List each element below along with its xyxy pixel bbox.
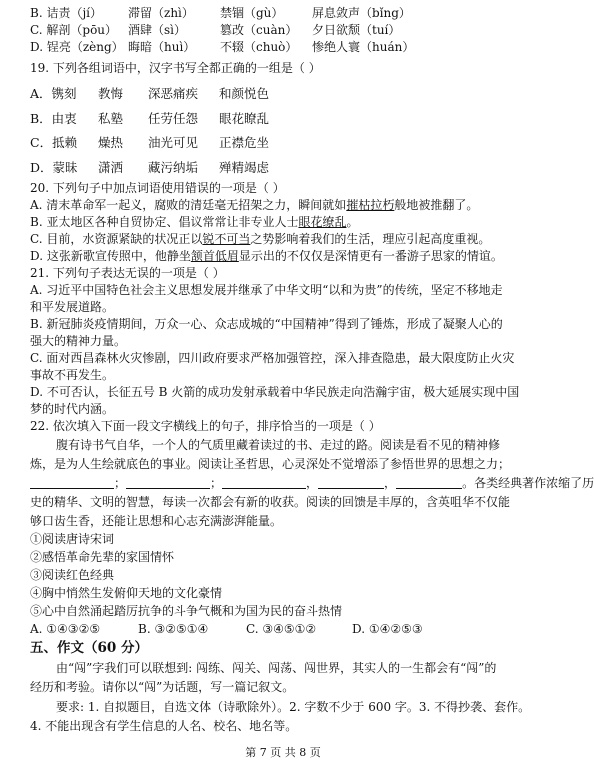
option-cell: C. ③④⑤①② <box>246 622 317 636</box>
option-cell: 油光可见 <box>148 135 199 150</box>
page-footer: 第 7 页 共 8 页 <box>245 746 321 759</box>
option-cell: 燥热 <box>98 135 124 150</box>
q21-option-b-line1: B. 新冠肺炎疫情期间，万众一心、众志成城的“中国精神”得到了锤炼，形成了凝聚人心的 <box>30 317 503 331</box>
fill-blank <box>30 476 114 489</box>
option-cell: B．由衷 <box>30 111 77 126</box>
option-cell: 滞留（zhì） <box>128 6 194 20</box>
option-text: 显示出的不仅仅是深情更有一番游子思家的情谊。 <box>238 249 503 263</box>
option-text: A. 清末革命军一起义，腐败的清廷毫无招架之力，瞬间就如 <box>30 198 347 212</box>
option-cell: 藏污纳垢 <box>148 160 199 175</box>
q20-option-b <box>30 215 358 230</box>
option-text: 般地被推翻了。 <box>394 198 479 212</box>
option-cell: B. 诘责（jí） <box>30 6 103 20</box>
q22-passage-line2: 炼，是为人生绘就底色的事业。阅读让圣哲思，心灵深处不觉增添了参悟世界的思想之力； <box>30 457 511 471</box>
q22-item-1: ①阅读唐诗宋词 <box>30 532 115 546</box>
option-text: 之势影响着我们的生活，理应引起高度重视。 <box>250 232 491 246</box>
option-text: D. 这张新歌宣传照中，他静坐 <box>30 249 191 263</box>
composition-requirement-4: 4. 不能出现含有学生信息的人名、校名、地名等。 <box>30 719 298 733</box>
q21-option-b-line2: 强大的精神力量。 <box>30 334 127 348</box>
q22-item-5: ⑤心中自然涌起踏厉抗争的斗争气概和为国为民的奋斗热情 <box>30 604 343 618</box>
q21-option-d-line1: D. 不可否认，长征五号 B 火箭的成功发射承载着中华民族走向浩瀚宇宙，极大延展实现中国 <box>30 385 520 399</box>
composition-requirements: 要求: 1. 自拟题目，自选文体（诗歌除外）。2. 字数不少于 600 字。3. 不得抄袭、套作。 <box>56 700 531 714</box>
option-cell: D. 锃亮（zèng） <box>30 40 124 54</box>
composition-prompt-line2: 经历和考验。请你以“闯”为话题，写一篇记叙文。 <box>30 680 295 694</box>
option-cell: C．抵赖 <box>30 135 78 150</box>
q21-option-a-line2: 和平发展道路。 <box>30 300 115 314</box>
question-19-stem: 19. 下列各组词语中，汉字书写全都正确的一组是（ ） <box>30 61 321 75</box>
option-cell: 任劳任怨 <box>148 111 199 126</box>
q20-option-a <box>30 198 478 213</box>
q22-passage-line1: 腹有诗书气自华，一个人的气质里藏着读过的书、走过的路。阅读是看不见的精神修 <box>56 438 501 452</box>
q22-item-4: ④胸中悄然生发俯仰天地的文化豪情 <box>30 586 223 600</box>
option-cell: 夕日欲颓（tuí） <box>312 23 401 37</box>
option-cell: 私塾 <box>98 111 124 126</box>
q22-passage-line4: 史的精华、文明的智慧，每读一次都会有新的收获。阅读的回馈是丰厚的，含英咀华不仅能 <box>30 495 511 509</box>
q21-option-a-line1: A. 习近平中国特色社会主义思想发展并继承了中华文明“以和为贵”的传统，坚定不移地走 <box>30 283 503 297</box>
option-cell: B. ③②⑤①④ <box>138 622 209 636</box>
option-cell: A．镌刻 <box>30 86 77 101</box>
fill-blank <box>126 476 210 489</box>
q20-option-c <box>30 232 490 247</box>
fill-blank <box>318 476 384 489</box>
option-text: C. 目前，水资源紧缺的状况正以 <box>30 232 203 246</box>
q22-passage-line5: 够口齿生香，还能让思想和心志充满澎湃能量。 <box>30 514 283 528</box>
q21-option-c-line2: 事故不再发生。 <box>30 368 115 382</box>
q20-option-d <box>30 249 503 264</box>
option-cell: 潇洒 <box>98 160 124 175</box>
option-cell: 酒肆（sì） <box>128 23 186 37</box>
fill-blank <box>222 476 306 489</box>
option-cell: D．蒙昧 <box>30 160 78 175</box>
question-22-stem: 22. 依次填入下面一段文字横线上的句子，排序恰当的一项是（ ） <box>30 419 381 433</box>
fill-blank <box>396 476 462 489</box>
q22-item-2: ②感悟革命先辈的家国情怀 <box>30 550 175 564</box>
option-cell: 惨绝人寰（huán） <box>312 40 415 54</box>
q21-option-d-line2: 梦的时代内涵。 <box>30 402 115 416</box>
option-text: B. 亚太地区各种自贸协定、倡议常常让非专业人士 <box>30 215 299 229</box>
dotted-phrase: 眼花缭乱 <box>298 215 347 229</box>
option-text: 。 <box>346 215 359 229</box>
option-cell: C. 解剖（pōu） <box>30 23 118 37</box>
option-cell: 禁锢（gù） <box>220 6 284 20</box>
q21-option-c-line1: C. 面对西昌森林火灾惨剧，四川政府要求严格加强管控，深入排查隐患，最大限度防止火灾 <box>30 351 515 365</box>
section-5-heading: 五、作文（60 分） <box>30 640 148 656</box>
option-cell: 教悔 <box>98 86 124 101</box>
option-cell: A. ①④③②⑤ <box>30 622 101 636</box>
option-cell: 正襟危坐 <box>219 135 270 150</box>
dotted-phrase: 颔首低眉 <box>190 249 239 263</box>
question-21-stem: 21. 下列句子表达无误的一项是（ ） <box>30 266 225 280</box>
option-cell: 殚精竭虑 <box>219 160 270 175</box>
option-cell: 和颜悦色 <box>219 86 270 101</box>
dotted-phrase: 摧枯拉朽 <box>346 198 395 212</box>
option-cell: 晦暗（huì） <box>128 40 196 54</box>
composition-prompt-line1: 由“闯”字我们可以联想到: 闯练、闯关、闯荡、闯世界，其实人的一生都会有“闯”的 <box>56 661 497 675</box>
passage-text: 。各类经典著作浓缩了历 <box>462 476 594 490</box>
q22-item-3: ③阅读红色经典 <box>30 568 115 582</box>
option-cell: 屏息敛声（bǐng） <box>312 6 411 20</box>
q22-passage-line3: ； ； ， ， 。各类经典著作浓缩了历 <box>30 476 594 491</box>
option-cell: 篡改（cuàn） <box>220 23 298 37</box>
question-20-stem: 20. 下列句子中加点词语使用错误的一项是（ ） <box>30 181 285 195</box>
option-cell: 深恶痛疾 <box>148 86 199 101</box>
option-cell: D. ①④②⑤③ <box>352 622 423 636</box>
option-cell: 眼花瞭乱 <box>219 111 270 126</box>
dotted-phrase: 锐不可当 <box>202 232 251 246</box>
option-cell: 不辍（chuò） <box>220 40 298 54</box>
